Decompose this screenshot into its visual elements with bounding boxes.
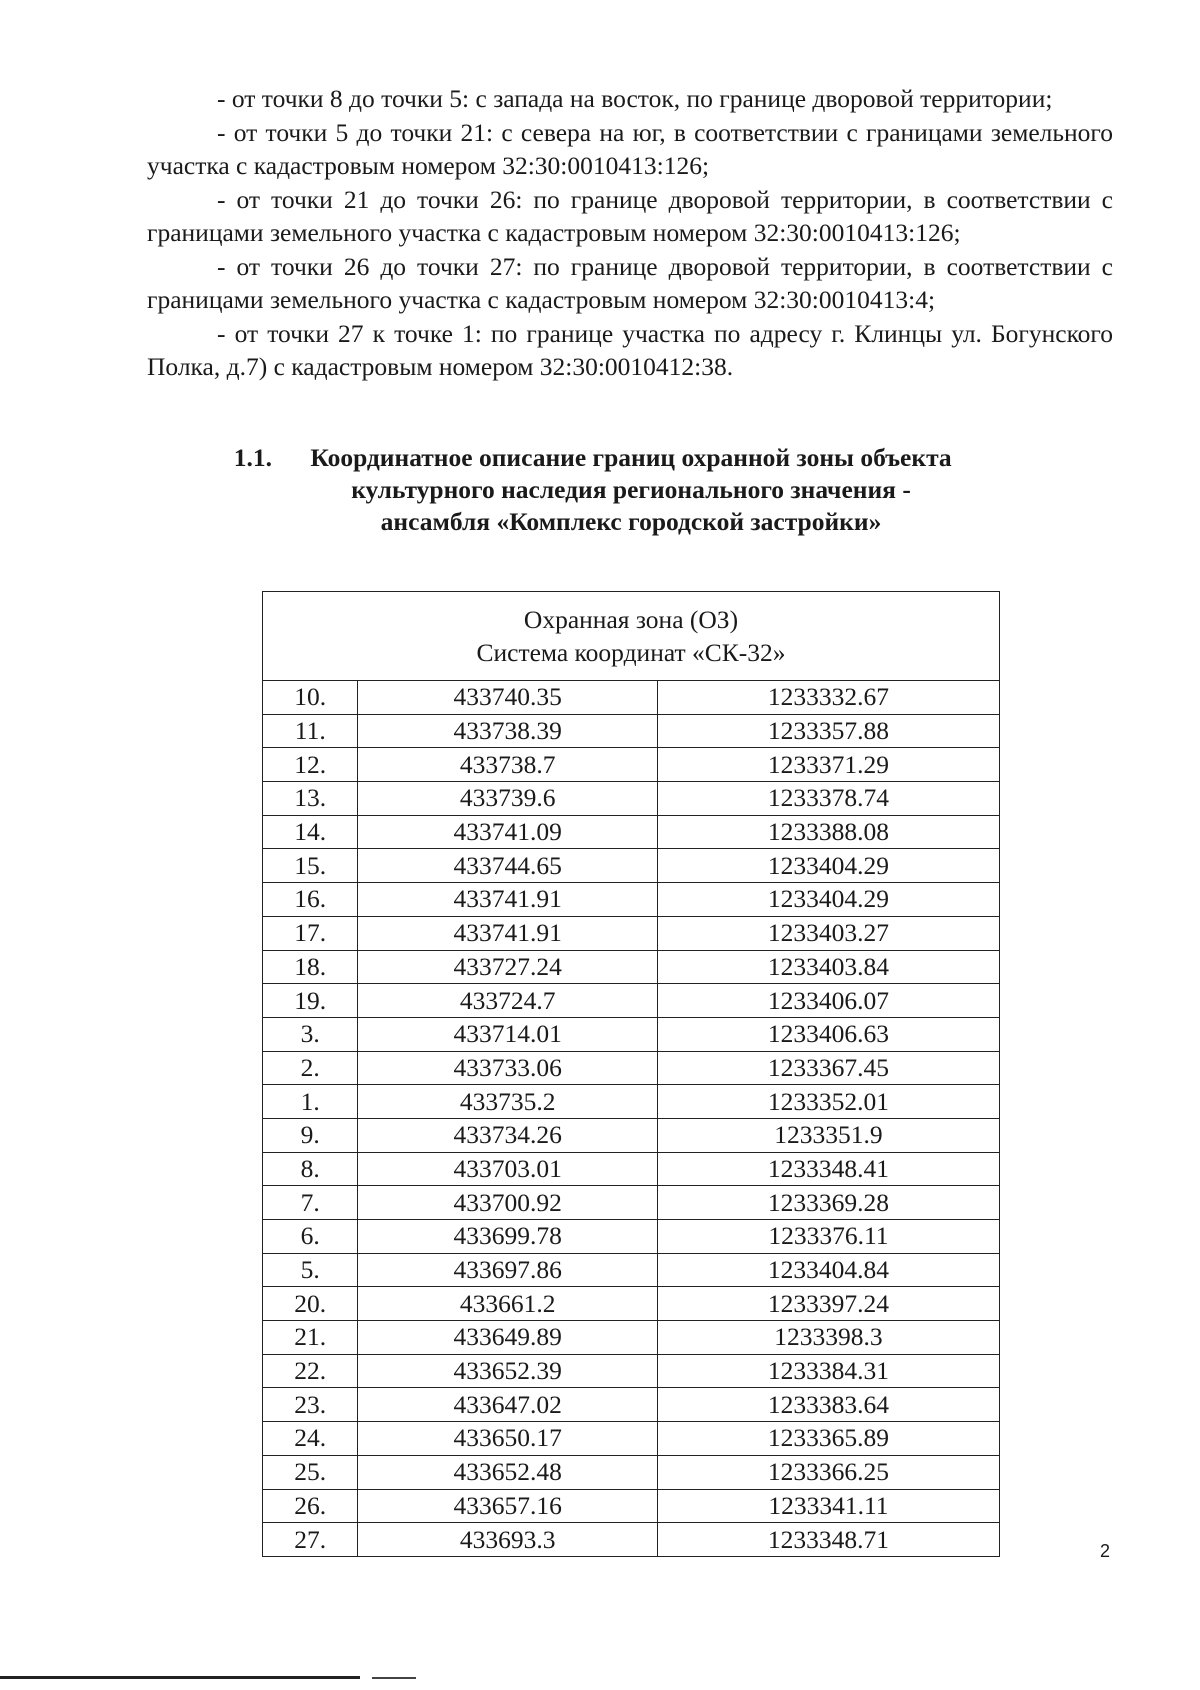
y-coordinate-cell: 1233348.71: [657, 1523, 999, 1557]
x-coordinate-cell: 433700.92: [358, 1186, 657, 1220]
x-coordinate-cell: 433724.7: [358, 984, 657, 1018]
table-row: [263, 1455, 1000, 1489]
y-coordinate-cell: 1233388.08: [657, 815, 999, 849]
table-row: [263, 883, 1000, 917]
x-coordinate-cell: 433652.48: [358, 1455, 657, 1489]
table-row: [263, 1186, 1000, 1220]
y-coordinate-cell: 1233369.28: [657, 1186, 999, 1220]
section-title-line-2: культурного наследия регионального значения -: [351, 475, 911, 504]
y-coordinate-cell: 1233378.74: [657, 782, 999, 816]
y-coordinate-cell: 1233406.07: [657, 984, 999, 1018]
y-coordinate-cell: 1233332.67: [657, 681, 999, 715]
body-paragraphs: [147, 82, 1113, 384]
table-row: [263, 950, 1000, 984]
point-number-cell: 3.: [263, 1017, 358, 1051]
table-row: [263, 1253, 1000, 1287]
x-coordinate-cell: 433650.17: [358, 1422, 657, 1456]
table-row: [263, 1118, 1000, 1152]
paragraph: - от точки 27 к точке 1: по границе участка по адресу г. Клинцы ул. Богунского Полка, д.7) с кадастровым номером 32:30:0010412:38.: [147, 319, 1113, 381]
y-coordinate-cell: 1233371.29: [657, 748, 999, 782]
table-row: [263, 782, 1000, 816]
section-number: 1.1.: [233, 443, 272, 472]
point-number-cell: 25.: [263, 1455, 358, 1489]
y-coordinate-cell: 1233403.27: [657, 916, 999, 950]
x-coordinate-cell: 433661.2: [358, 1287, 657, 1321]
paragraph: - от точки 21 до точки 26: по границе дворовой территории, в соответствии с границами земельного участка с кадастровым номером 32:30:0010413:126;: [147, 185, 1113, 247]
x-coordinate-cell: 433699.78: [358, 1220, 657, 1254]
y-coordinate-cell: 1233398.3: [657, 1321, 999, 1355]
point-number-cell: 14.: [263, 815, 358, 849]
x-coordinate-cell: 433693.3: [358, 1523, 657, 1557]
y-coordinate-cell: 1233404.84: [657, 1253, 999, 1287]
y-coordinate-cell: 1233367.45: [657, 1051, 999, 1085]
y-coordinate-cell: 1233384.31: [657, 1354, 999, 1388]
point-number-cell: 5.: [263, 1253, 358, 1287]
table-row: [263, 1354, 1000, 1388]
x-coordinate-cell: 433657.16: [358, 1489, 657, 1523]
table-row: [263, 1085, 1000, 1119]
x-coordinate-cell: 433735.2: [358, 1085, 657, 1119]
table-row: [263, 681, 1000, 715]
y-coordinate-cell: 1233406.63: [657, 1017, 999, 1051]
point-number-cell: 23.: [263, 1388, 358, 1422]
table-row: [263, 1388, 1000, 1422]
x-coordinate-cell: 433741.91: [358, 916, 657, 950]
y-coordinate-cell: 1233348.41: [657, 1152, 999, 1186]
section-title-line-3: ансамбля «Комплекс городской застройки»: [380, 507, 882, 536]
table-row: [263, 748, 1000, 782]
x-coordinate-cell: 433738.7: [358, 748, 657, 782]
bottom-rule: [0, 1676, 360, 1679]
table-row: [263, 1017, 1000, 1051]
x-coordinate-cell: 433734.26: [358, 1118, 657, 1152]
point-number-cell: 9.: [263, 1118, 358, 1152]
y-coordinate-cell: 1233397.24: [657, 1287, 999, 1321]
x-coordinate-cell: 433733.06: [358, 1051, 657, 1085]
section-title-line-1: Координатное описание границ охранной зоны объекта: [310, 443, 952, 472]
table-header: [263, 592, 1000, 681]
x-coordinate-cell: 433727.24: [358, 950, 657, 984]
table-header-zone: Охранная зона (ОЗ): [523, 605, 739, 634]
x-coordinate-cell: 433740.35: [358, 681, 657, 715]
table-header-system: Система координат «СК-32»: [476, 638, 786, 667]
point-number-cell: 7.: [263, 1186, 358, 1220]
paragraph: - от точки 8 до точки 5: с запада на восток, по границе дворовой территории;: [217, 84, 1053, 113]
table-row: [263, 1152, 1000, 1186]
point-number-cell: 22.: [263, 1354, 358, 1388]
table-row: [263, 916, 1000, 950]
y-coordinate-cell: 1233352.01: [657, 1085, 999, 1119]
point-number-cell: 8.: [263, 1152, 358, 1186]
table-row: [263, 1489, 1000, 1523]
point-number-cell: 19.: [263, 984, 358, 1018]
point-number-cell: 26.: [263, 1489, 358, 1523]
x-coordinate-cell: 433652.39: [358, 1354, 657, 1388]
point-number-cell: 17.: [263, 916, 358, 950]
x-coordinate-cell: 433703.01: [358, 1152, 657, 1186]
table-body: [263, 681, 1000, 1557]
point-number-cell: 13.: [263, 782, 358, 816]
table-row: [263, 1287, 1000, 1321]
table-row: [263, 1051, 1000, 1085]
point-number-cell: 1.: [263, 1085, 358, 1119]
y-coordinate-cell: 1233404.29: [657, 883, 999, 917]
x-coordinate-cell: 433741.91: [358, 883, 657, 917]
x-coordinate-cell: 433741.09: [358, 815, 657, 849]
y-coordinate-cell: 1233366.25: [657, 1455, 999, 1489]
table-row: [263, 849, 1000, 883]
y-coordinate-cell: 1233365.89: [657, 1422, 999, 1456]
table-header-row: [263, 592, 1000, 681]
x-coordinate-cell: 433744.65: [358, 849, 657, 883]
point-number-cell: 11.: [263, 714, 358, 748]
paragraph: - от точки 5 до точки 21: с севера на юг, в соответствии с границами земельного участка с кадастровым номером 32:30:0010413:126;: [147, 118, 1113, 180]
table-row: [263, 1523, 1000, 1557]
point-number-cell: 18.: [263, 950, 358, 984]
x-coordinate-cell: 433739.6: [358, 782, 657, 816]
y-coordinate-cell: 1233357.88: [657, 714, 999, 748]
point-number-cell: 27.: [263, 1523, 358, 1557]
x-coordinate-cell: 433697.86: [358, 1253, 657, 1287]
section-heading: [200, 442, 1100, 538]
table-row: [263, 1422, 1000, 1456]
y-coordinate-cell: 1233383.64: [657, 1388, 999, 1422]
point-number-cell: 2.: [263, 1051, 358, 1085]
point-number-cell: 24.: [263, 1422, 358, 1456]
y-coordinate-cell: 1233351.9: [657, 1118, 999, 1152]
table-row: [263, 714, 1000, 748]
x-coordinate-cell: 433649.89: [358, 1321, 657, 1355]
x-coordinate-cell: 433738.39: [358, 714, 657, 748]
y-coordinate-cell: 1233376.11: [657, 1220, 999, 1254]
y-coordinate-cell: 1233341.11: [657, 1489, 999, 1523]
point-number-cell: 21.: [263, 1321, 358, 1355]
table-row: [263, 1220, 1000, 1254]
y-coordinate-cell: 1233404.29: [657, 849, 999, 883]
paragraph: - от точки 26 до точки 27: по границе дворовой территории, в соответствии с границами земельного участка с кадастровым номером 32:30:0010413:4;: [147, 252, 1113, 314]
y-coordinate-cell: 1233403.84: [657, 950, 999, 984]
page-number: 2: [1100, 1541, 1111, 1561]
table-row: [263, 815, 1000, 849]
point-number-cell: 15.: [263, 849, 358, 883]
coordinates-table: [262, 591, 1000, 1557]
point-number-cell: 12.: [263, 748, 358, 782]
point-number-cell: 10.: [263, 681, 358, 715]
x-coordinate-cell: 433647.02: [358, 1388, 657, 1422]
bottom-rule: [372, 1677, 416, 1679]
x-coordinate-cell: 433714.01: [358, 1017, 657, 1051]
table-row: [263, 1321, 1000, 1355]
table-row: [263, 984, 1000, 1018]
point-number-cell: 16.: [263, 883, 358, 917]
point-number-cell: 20.: [263, 1287, 358, 1321]
point-number-cell: 6.: [263, 1220, 358, 1254]
